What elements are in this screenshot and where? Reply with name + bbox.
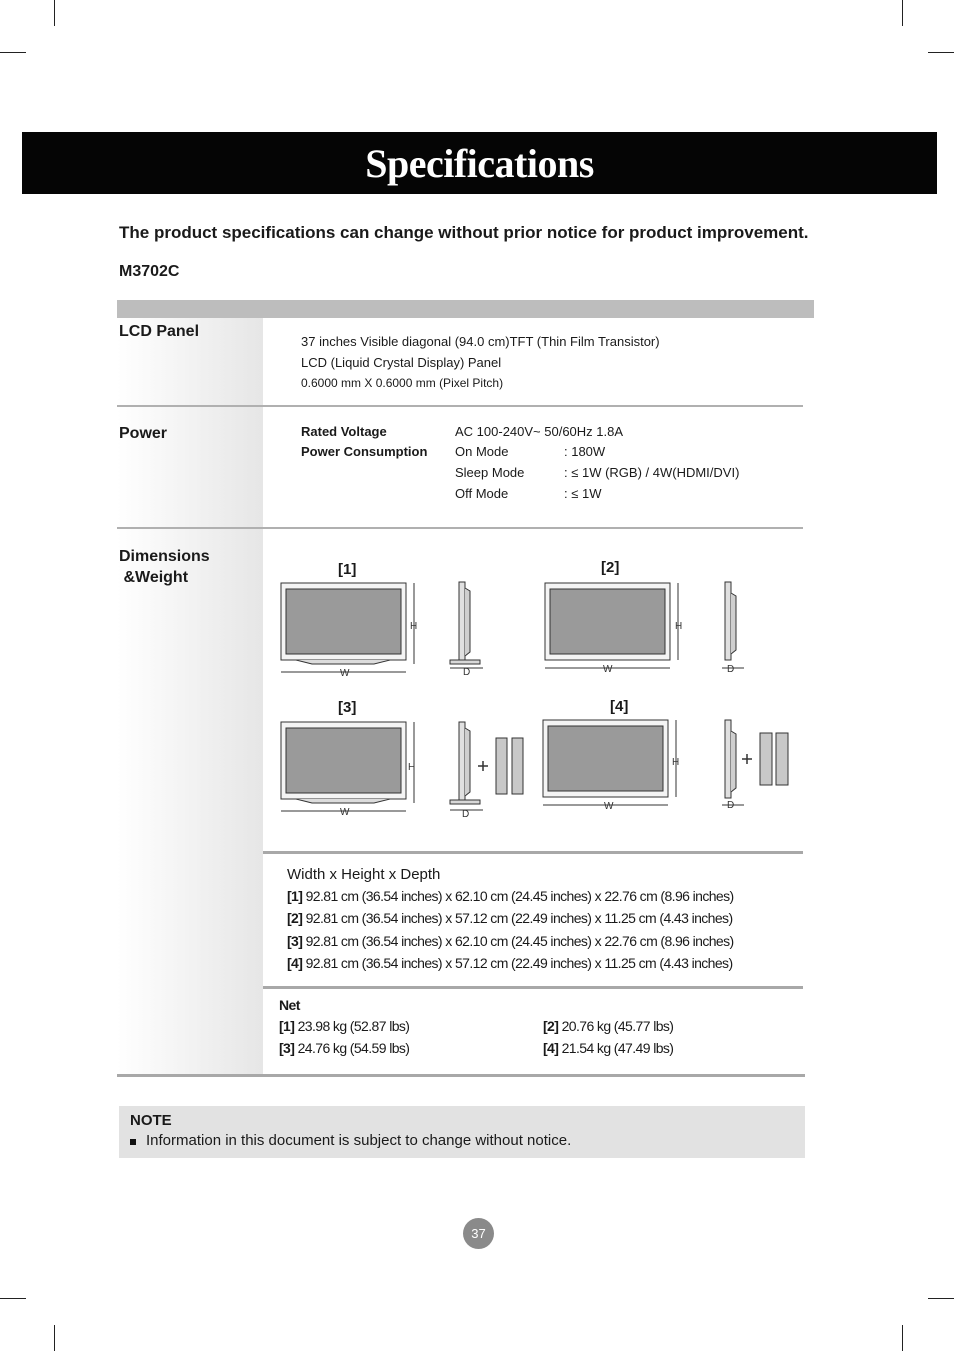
dimension-row-id: [1]	[287, 888, 303, 904]
weight-row	[543, 1018, 673, 1034]
diagram-label-3: [3]	[338, 699, 357, 716]
dimension-row-id: [4]	[287, 955, 303, 971]
power-consumption-label: Power Consumption	[301, 444, 428, 459]
weight-row-text: 24.76 kg (54.59 lbs)	[294, 1040, 410, 1056]
dim-mark: D	[462, 809, 470, 820]
lcd-panel-line: LCD (Liquid Crystal Display) Panel	[301, 355, 502, 370]
mode-value: : ≤ 1W (RGB) / 4W(HDMI/DVI)	[564, 465, 740, 480]
weight-row-id: [4]	[543, 1040, 559, 1056]
note-title: NOTE	[130, 1112, 172, 1129]
dimension-row-text: 92.81 cm (36.54 inches) x 62.10 cm (24.45 inches) x 22.76 cm (8.96 inches)	[302, 888, 734, 904]
weight-row-id: [1]	[279, 1018, 295, 1034]
dimension-row-text: 92.81 cm (36.54 inches) x 62.10 cm (24.45 inches) x 22.76 cm (8.96 inches)	[302, 933, 734, 949]
mode-name: Off Mode	[455, 486, 509, 501]
crop-mark	[928, 1298, 954, 1299]
model-name: M3702C	[119, 263, 180, 280]
dim-mark: D	[727, 800, 735, 811]
monitor-front-3	[281, 722, 414, 811]
diagram-label-4: [4]	[610, 698, 629, 715]
lcd-panel-line: 37 inches Visible diagonal (94.0 cm)TFT (Thin Film Transistor)	[301, 334, 660, 349]
dimension-row-id: [3]	[287, 933, 303, 949]
weight-row-text: 23.98 kg (52.87 lbs)	[294, 1018, 410, 1034]
dim-mark: D	[463, 667, 471, 678]
dimension-row	[287, 888, 734, 904]
dimension-row-text: 92.81 cm (36.54 inches) x 57.12 cm (22.49 inches) x 11.25 cm (4.43 inches)	[302, 910, 733, 926]
page-number: 37	[463, 1218, 494, 1249]
dimension-row-text: 92.81 cm (36.54 inches) x 57.12 cm (22.49 inches) x 11.25 cm (4.43 inches)	[302, 955, 733, 971]
dimension-row	[287, 910, 733, 926]
monitor-side-3	[450, 722, 523, 810]
mode-name: Sleep Mode	[455, 465, 525, 480]
crop-mark	[0, 52, 26, 53]
power-label: Power	[119, 425, 168, 442]
mode-value: : ≤ 1W	[564, 486, 602, 501]
weight-row	[543, 1040, 673, 1056]
weight-row-id: [3]	[279, 1040, 295, 1056]
mode-name: On Mode	[455, 444, 509, 459]
monitor-front-2	[545, 583, 678, 668]
section-divider	[263, 851, 803, 854]
weight-row	[279, 1018, 409, 1034]
note-text: Information in this document is subject to change without notice.	[146, 1132, 572, 1149]
table-header-strip	[117, 300, 814, 318]
dim-mark: H	[410, 621, 418, 632]
monitor-front-4	[543, 720, 676, 805]
net-label: Net	[279, 997, 300, 1013]
weight-row	[279, 1040, 409, 1056]
dim-mark: W	[340, 668, 350, 679]
monitor-front-1	[281, 583, 414, 672]
label-column-dimensions	[117, 529, 263, 1075]
dimensions-heading: Width x Height x Depth	[287, 866, 441, 883]
dim-mark: W	[604, 801, 614, 812]
dim-mark: H	[408, 762, 416, 773]
weight-row-id: [2]	[543, 1018, 559, 1034]
rated-voltage-label: Rated Voltage	[301, 424, 387, 439]
weight-row-text: 20.76 kg (45.77 lbs)	[558, 1018, 674, 1034]
crop-mark	[928, 52, 954, 53]
lcd-panel-line: 0.6000 mm X 0.6000 mm (Pixel Pitch)	[301, 376, 504, 390]
header-bar	[22, 132, 937, 194]
crop-mark	[54, 0, 55, 26]
monitor-side-1	[450, 582, 483, 668]
dim-mark: H	[675, 621, 683, 632]
crop-mark	[902, 0, 903, 26]
monitor-side-2	[722, 582, 744, 668]
crop-mark	[902, 1325, 903, 1351]
diagram-label-1: [1]	[338, 561, 357, 578]
weight-label: &Weight	[119, 569, 189, 586]
intro-text: The product specifications can change without prior notice for product improvement.	[119, 223, 809, 242]
dim-mark: W	[603, 664, 613, 675]
diagram-label-2: [2]	[601, 559, 620, 576]
crop-mark	[54, 1325, 55, 1351]
crop-mark	[0, 1298, 26, 1299]
mode-value: : 180W	[564, 444, 606, 459]
rated-voltage-value: AC 100-240V~ 50/60Hz 1.8A	[455, 424, 624, 439]
dimension-row	[287, 955, 733, 971]
table-bottom-divider	[117, 1074, 805, 1077]
dim-mark: H	[672, 757, 680, 768]
section-divider	[263, 986, 803, 989]
dimension-row-id: [2]	[287, 910, 303, 926]
monitor-side-4	[722, 720, 788, 805]
lcd-panel-label: LCD Panel	[119, 323, 200, 340]
dimension-row	[287, 933, 734, 949]
weight-row-text: 21.54 kg (47.49 lbs)	[558, 1040, 674, 1056]
dim-mark: W	[340, 807, 350, 818]
note-box	[119, 1106, 805, 1158]
dim-mark: D	[727, 664, 735, 675]
bullet-icon	[130, 1139, 136, 1145]
dimensions-label: Dimensions	[119, 548, 210, 565]
page-title: Specifications	[365, 141, 594, 186]
